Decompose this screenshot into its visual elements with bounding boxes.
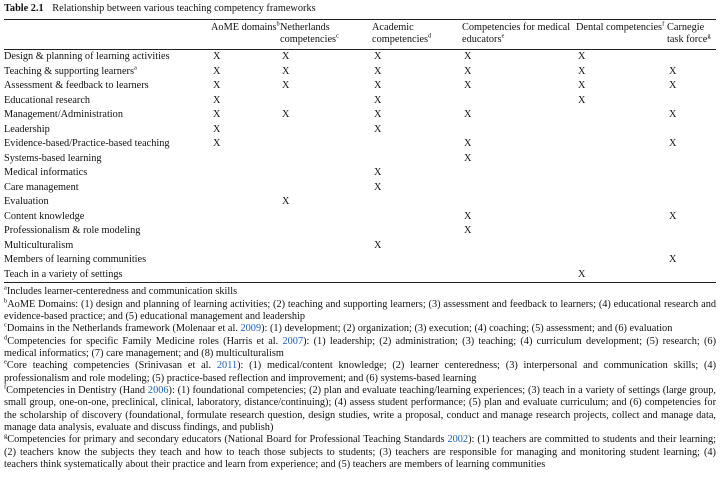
mark-cell — [280, 137, 372, 152]
footnote — [4, 299, 716, 324]
table-row — [4, 108, 716, 123]
mark-cell — [462, 123, 576, 138]
mark-cell: X — [374, 167, 382, 179]
mark-cell: X — [464, 80, 472, 92]
table-label: Table 2.1 — [4, 3, 44, 14]
mark-cell — [280, 268, 372, 283]
mark-cell — [576, 181, 667, 196]
mark-cell: X — [464, 225, 472, 237]
row-label: Care management — [4, 181, 79, 193]
footnote-text: Competencies for specific Family Medicine roles (Harris et al. — [7, 335, 283, 347]
mark-cell — [462, 239, 576, 254]
mark-cell — [576, 239, 667, 254]
mark-cell — [462, 166, 576, 181]
row-label-cell — [4, 108, 211, 123]
table-row — [4, 253, 716, 268]
row-label: Content knowledge — [4, 210, 85, 222]
mark-cell: X — [374, 239, 382, 251]
mark-cell — [667, 268, 716, 283]
mark-cell — [280, 94, 372, 109]
footnote-marker: e — [4, 358, 7, 366]
mark-cell: X — [213, 80, 221, 92]
mark-cell: X — [464, 65, 472, 77]
row-label-cell — [4, 166, 211, 181]
table-row — [4, 50, 716, 65]
mark-cell — [576, 152, 667, 167]
footnote-text: Core teaching competencies (Srinivasan et al. — [6, 360, 217, 372]
row-label: Medical informatics — [4, 167, 88, 179]
row-label: Management/Administration — [4, 109, 123, 121]
mark-cell — [372, 268, 462, 283]
footnote-text: ): (1) teachers are committed to students and their learning; (2) teachers know the subjects they teach and how to teach those subjects to students; (3) teachers are responsible for managing and monitoring student learning; (4) teachers think systematically about their practice and learn from experience; and (5) teachers are members of learning communities — [4, 434, 716, 471]
citation-link[interactable]: 2011 — [216, 360, 238, 372]
mark-cell — [667, 166, 716, 181]
footnote-marker: b — [4, 297, 8, 305]
row-label: Leadership — [4, 123, 50, 135]
table-row — [4, 195, 716, 210]
header-footnote-marker: c — [336, 32, 339, 40]
header-cell — [211, 20, 280, 50]
mark-cell — [576, 123, 667, 138]
mark-cell: X — [578, 268, 586, 280]
mark-cell — [576, 253, 667, 268]
table-row — [4, 137, 716, 152]
row-label-cell — [4, 210, 211, 225]
row-label-cell — [4, 50, 211, 65]
mark-cell: X — [213, 94, 221, 106]
header-footnote-marker: d — [428, 32, 432, 40]
mark-cell: X — [669, 138, 677, 150]
mark-cell — [667, 181, 716, 196]
row-label: Members of learning communities — [4, 254, 147, 266]
table-row — [4, 224, 716, 239]
mark-cell: X — [578, 80, 586, 92]
footnote-text: Competencies for primary and secondary educators (National Board for Professional Teaching Standards — [7, 434, 448, 446]
header-cell — [372, 20, 462, 50]
mark-cell — [667, 123, 716, 138]
mark-cell: X — [282, 65, 290, 77]
header-text: Competencies for medical educators — [462, 22, 571, 46]
row-label-cell — [4, 195, 211, 210]
row-label-cell — [4, 181, 211, 196]
mark-cell — [280, 152, 372, 167]
mark-cell: X — [464, 152, 472, 164]
citation-link[interactable]: 2006 — [147, 385, 169, 397]
row-label: Multiculturalism — [4, 239, 74, 251]
table-row — [4, 79, 716, 94]
table-row — [4, 239, 716, 254]
header-row — [4, 20, 716, 50]
header-footnote-marker: e — [501, 32, 505, 40]
table-row — [4, 268, 716, 283]
row-label: Teach in a variety of settings — [4, 268, 123, 280]
footnote-text: Includes learner-centeredness and communication skills — [6, 286, 238, 298]
row-label-cell — [4, 94, 211, 109]
mark-cell — [576, 137, 667, 152]
mark-cell — [372, 137, 462, 152]
footnote-marker: a — [4, 284, 7, 292]
header-cell-label — [4, 20, 211, 50]
table-row — [4, 65, 716, 80]
mark-cell — [576, 224, 667, 239]
mark-cell — [667, 94, 716, 109]
footnote-text: Competencies in Dentistry (Hand — [6, 385, 148, 397]
row-label-cell — [4, 137, 211, 152]
mark-cell — [211, 253, 280, 268]
mark-cell — [280, 239, 372, 254]
mark-cell — [211, 239, 280, 254]
mark-cell — [280, 166, 372, 181]
mark-cell — [576, 195, 667, 210]
header-cell — [576, 20, 667, 50]
header-text: Dental competencies — [576, 22, 663, 33]
mark-cell: X — [669, 65, 677, 77]
row-label-cell — [4, 239, 211, 254]
mark-cell: X — [374, 109, 382, 121]
footnote-text: AoME Domains: (1) design and planning of learning activities; (2) teaching and supporting learners; (3) assessment and feedback to learners; (4) educational research and evidence-based practice; and (5) educational management and leadership — [4, 298, 716, 322]
mark-cell: X — [464, 109, 472, 121]
mark-cell: X — [578, 94, 586, 106]
mark-cell: X — [213, 123, 221, 135]
mark-cell — [280, 123, 372, 138]
mark-cell — [462, 94, 576, 109]
mark-cell — [462, 181, 576, 196]
table-row — [4, 210, 716, 225]
footnote-text: ): (1) medical/content knowledge; (2) learner centeredness; (3) interpersonal and communication skills; (4) professionalism and role modeling; (5) practice-based reflection and improvement; and (6) systems-based learning — [4, 360, 716, 384]
table-row — [4, 152, 716, 167]
mark-cell: X — [282, 109, 290, 121]
row-label-cell — [4, 152, 211, 167]
mark-cell — [211, 195, 280, 210]
row-label-cell — [4, 224, 211, 239]
mark-cell — [372, 210, 462, 225]
header-footnote-marker: f — [662, 20, 665, 28]
footnote-marker: g — [4, 432, 8, 440]
row-label: Assessment & feedback to learners — [4, 80, 149, 92]
header-text: Carnegie task force — [667, 22, 708, 46]
mark-cell — [372, 152, 462, 167]
row-label: Professionalism & role modeling — [4, 225, 141, 237]
mark-cell — [462, 268, 576, 283]
footnote — [4, 360, 716, 385]
table-row — [4, 181, 716, 196]
mark-cell — [372, 195, 462, 210]
mark-cell — [211, 152, 280, 167]
header-cell — [667, 20, 716, 50]
mark-cell — [211, 181, 280, 196]
citation-link[interactable]: 2002 — [447, 434, 469, 446]
mark-cell — [372, 224, 462, 239]
mark-cell: X — [282, 196, 290, 208]
mark-cell — [667, 224, 716, 239]
row-label: Systems-based learning — [4, 152, 102, 164]
citation-link[interactable]: 2007 — [282, 335, 304, 347]
footnote-text: ): (1) foundational competencies; (2) plan and evaluate teaching/learning experiences; (3) teach in a variety of settings (large group, small group, one-on-one, preclinical, clinical, laboratory, distance/continuing); (4) assess student performance; (5) plan and evaluate curriculum; and (6) competencies for the scholarship of discovery (foundational, formulate research question, design studies, write a proposal, conduct and manage research projects, collect and manage data, manage data analysis, evaluate and discuss findings, and publish) — [4, 385, 716, 434]
mark-cell: X — [669, 80, 677, 92]
table-header — [4, 20, 716, 50]
mark-cell: X — [213, 65, 221, 77]
row-label-cell — [4, 268, 211, 283]
table-body — [4, 50, 716, 283]
row-label: Design & planning of learning activities — [4, 51, 170, 63]
mark-cell — [280, 224, 372, 239]
header-text: Netherlands competencies — [280, 22, 337, 46]
footnote — [4, 336, 716, 361]
mark-cell — [667, 50, 716, 65]
competency-table — [4, 19, 716, 283]
document-page — [4, 0, 716, 471]
mark-cell — [462, 195, 576, 210]
mark-cell: X — [213, 51, 221, 63]
mark-cell: X — [213, 138, 221, 150]
header-cell — [462, 20, 576, 50]
mark-cell: X — [282, 51, 290, 63]
table-caption — [4, 0, 716, 19]
mark-cell — [211, 210, 280, 225]
mark-cell: X — [213, 109, 221, 121]
header-text: Academic competencies — [372, 22, 429, 46]
mark-cell: X — [464, 138, 472, 150]
mark-cell: X — [578, 51, 586, 63]
mark-cell — [280, 181, 372, 196]
footnote-text: ): (1) development; (2) organization; (3) execution; (4) coaching; (5) assessment; and (6) evaluation — [261, 323, 673, 335]
header-text: AoME domains — [211, 22, 277, 33]
mark-cell: X — [374, 51, 382, 63]
mark-cell — [576, 210, 667, 225]
row-label: Evaluation — [4, 196, 49, 208]
mark-cell — [667, 152, 716, 167]
mark-cell — [667, 195, 716, 210]
row-footnote-marker: a — [133, 64, 137, 72]
mark-cell — [667, 239, 716, 254]
mark-cell: X — [374, 65, 382, 77]
footnotes — [4, 286, 716, 471]
mark-cell — [280, 210, 372, 225]
mark-cell — [280, 253, 372, 268]
row-label-cell — [4, 123, 211, 138]
mark-cell: X — [374, 94, 382, 106]
footnote-marker: f — [4, 383, 7, 391]
table-row — [4, 166, 716, 181]
mark-cell: X — [282, 80, 290, 92]
footnote — [4, 286, 716, 298]
mark-cell — [211, 224, 280, 239]
row-label: Teaching & supporting learners — [4, 65, 134, 77]
mark-cell: X — [578, 65, 586, 77]
citation-link[interactable]: 2009 — [240, 323, 262, 335]
footnote-text: ): (1) leadership; (2) administration; (3) teaching; (4) curriculum development; (5) research; (6) medical informatics; (7) care management; and (8) multiculturalism — [4, 335, 716, 359]
footnote — [4, 385, 716, 434]
mark-cell — [211, 268, 280, 283]
footnote — [4, 434, 716, 471]
mark-cell: X — [669, 254, 677, 266]
header-footnote-marker: g — [707, 32, 711, 40]
table-title: Relationship between various teaching competency frameworks — [52, 3, 316, 14]
table-row — [4, 94, 716, 109]
header-cell — [280, 20, 372, 50]
mark-cell — [372, 253, 462, 268]
mark-cell: X — [464, 51, 472, 63]
row-label-cell — [4, 65, 211, 80]
mark-cell — [211, 166, 280, 181]
mark-cell: X — [669, 109, 677, 121]
row-label: Evidence-based/Practice-based teaching — [4, 138, 170, 150]
footnote-marker: d — [4, 334, 8, 342]
footnote-text: Domains in the Netherlands framework (Molenaar et al. — [6, 323, 241, 335]
mark-cell: X — [374, 80, 382, 92]
row-label: Educational research — [4, 94, 91, 106]
mark-cell — [576, 108, 667, 123]
mark-cell — [576, 166, 667, 181]
mark-cell: X — [669, 210, 677, 222]
row-label-cell — [4, 79, 211, 94]
footnote-marker: c — [4, 321, 7, 329]
mark-cell — [462, 253, 576, 268]
row-label-cell — [4, 253, 211, 268]
mark-cell: X — [464, 210, 472, 222]
footnote — [4, 323, 716, 335]
header-footnote-marker: b — [276, 20, 280, 28]
table-row — [4, 123, 716, 138]
mark-cell: X — [374, 123, 382, 135]
mark-cell: X — [374, 181, 382, 193]
